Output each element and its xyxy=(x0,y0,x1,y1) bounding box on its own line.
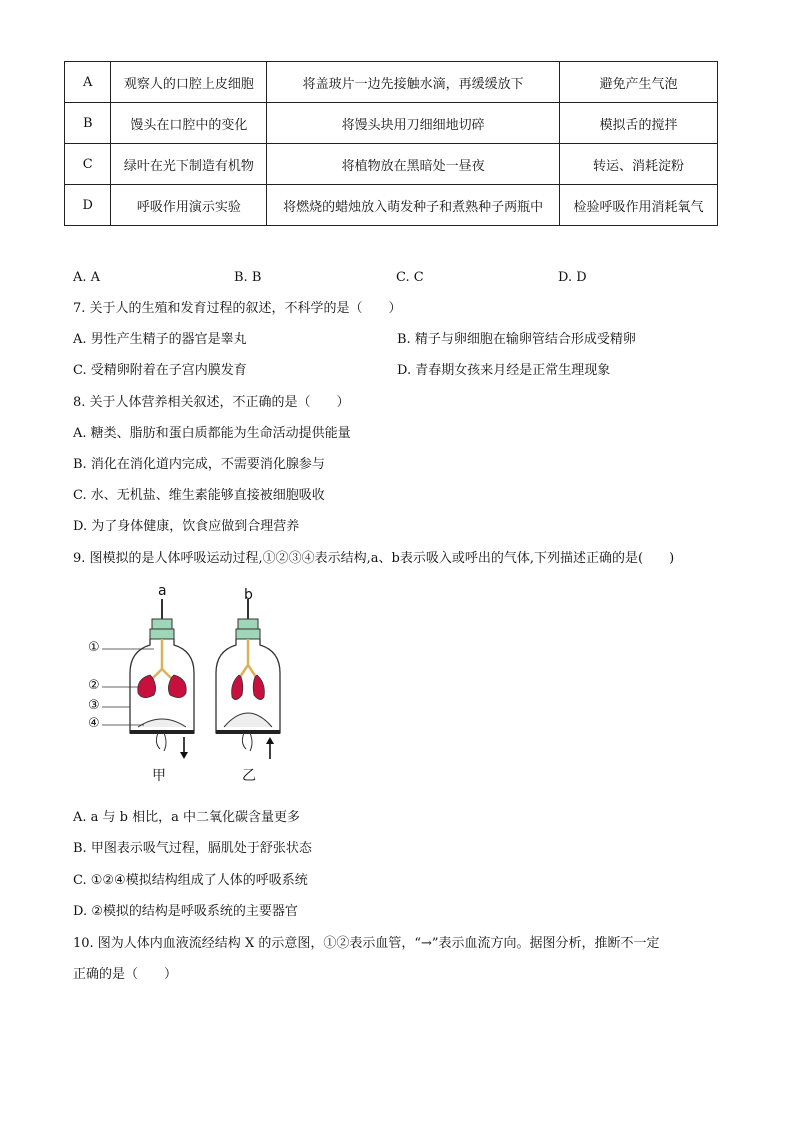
table-cell: 检验呼吸作用消耗氧气 xyxy=(560,185,718,226)
table-cell: 将植物放在黑暗处一昼夜 xyxy=(267,144,560,185)
q9-option-c: C. ①②④模拟结构组成了人体的呼吸系统 xyxy=(73,873,308,888)
q9-option-b: B. 甲图表示吸气过程，膈肌处于舒张状态 xyxy=(73,841,312,856)
caption-yi: 乙 xyxy=(242,768,256,784)
q7-option-d: D. 青春期女孩来月经是正常生理现象 xyxy=(397,363,611,378)
gas-label-a: a xyxy=(158,583,167,599)
table-cell: A xyxy=(65,62,111,103)
q9-option-d: D. ②模拟的结构是呼吸系统的主要器官 xyxy=(73,904,298,919)
table-row xyxy=(65,144,718,185)
q7-option-c: C. 受精卵附着在子宫内膜发育 xyxy=(73,363,247,378)
table-cell: 将盖玻片一边先接触水滴，再缓缓放下 xyxy=(267,62,560,103)
q6-option-d: D. D xyxy=(558,270,587,285)
q8-option-c: C. 水、无机盐、维生素能够直接被细胞吸收 xyxy=(73,488,325,503)
table-cell: B xyxy=(65,103,111,144)
table-row xyxy=(65,62,718,103)
label-3: ③ xyxy=(88,698,100,713)
table-cell: 呼吸作用演示实验 xyxy=(111,185,267,226)
label-2: ② xyxy=(88,678,100,693)
table-row xyxy=(65,103,718,144)
table-cell: 馒头在口腔中的变化 xyxy=(111,103,267,144)
jar-right xyxy=(216,599,280,759)
table-cell: C xyxy=(65,144,111,185)
table-row xyxy=(65,185,718,226)
q6-option-a: A. A xyxy=(73,270,101,285)
q6-option-b: B. B xyxy=(234,270,262,285)
q8-option-b: B. 消化在消化道内完成，不需要消化腺参与 xyxy=(73,457,325,472)
breathing-model-figure xyxy=(80,583,310,783)
table-cell: D xyxy=(65,185,111,226)
table-cell: 将馒头块用刀细细地切碎 xyxy=(267,103,560,144)
q8-option-a: A. 糖类、脂肪和蛋白质都能为生命活动提供能量 xyxy=(73,426,351,441)
breathing-model-drawing xyxy=(80,583,310,783)
q9-option-a: A. a 与 b 相比，a 中二氧化碳含量更多 xyxy=(73,810,301,825)
jar-left xyxy=(130,599,194,759)
label-1: ① xyxy=(88,640,100,655)
q10-stem-line2: 正确的是（ ） xyxy=(73,967,178,982)
q9-stem: 9. 图模拟的是人体呼吸运动过程,①②③④表示结构,a、b表示吸入或呼出的气体,下列描述正确的是( ) xyxy=(73,551,675,566)
table-cell: 转运、消耗淀粉 xyxy=(560,144,718,185)
table-cell: 避免产生气泡 xyxy=(560,62,718,103)
table-cell: 模拟舌的搅拌 xyxy=(560,103,718,144)
q10-stem-line1: 10. 图为人体内血液流经结构 X 的示意图，①②表示血管，“→”表示血流方向。据图分析，推断不一定 xyxy=(73,936,660,951)
q7-option-b: B. 精子与卵细胞在输卵管结合形成受精卵 xyxy=(397,332,636,347)
q8-option-d: D. 为了身体健康，饮食应做到合理营养 xyxy=(73,519,300,534)
caption-jia: 甲 xyxy=(152,768,166,784)
q6-option-c: C. C xyxy=(396,270,424,285)
q7-option-a: A. 男性产生精子的器官是睾丸 xyxy=(73,332,247,347)
gas-label-b: b xyxy=(244,587,253,603)
q7-stem: 7. 关于人的生殖和发育过程的叙述，不科学的是（ ） xyxy=(73,301,402,316)
label-4: ④ xyxy=(88,716,100,731)
table-cell: 绿叶在光下制造有机物 xyxy=(111,144,267,185)
table-cell: 将燃烧的蜡烛放入萌发种子和煮熟种子两瓶中 xyxy=(267,185,560,226)
q8-stem: 8. 关于人体营养相关叙述，不正确的是（ ） xyxy=(73,395,350,410)
q6-options-table xyxy=(64,61,718,226)
table-cell: 观察人的口腔上皮细胞 xyxy=(111,62,267,103)
